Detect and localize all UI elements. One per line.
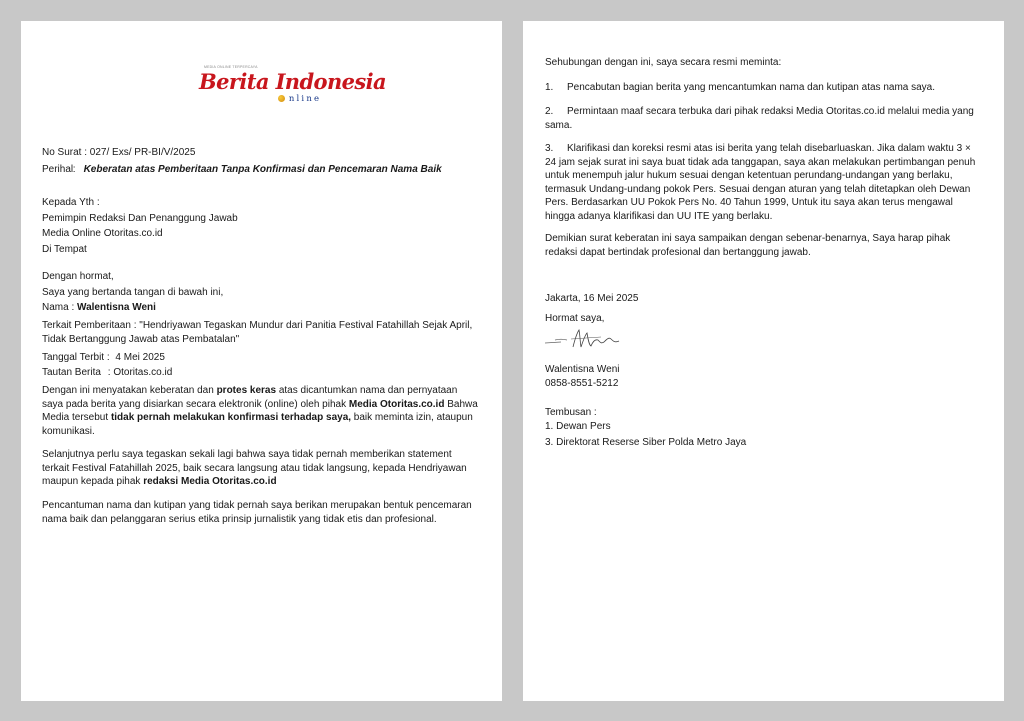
greeting-block <box>42 270 482 315</box>
logo-subtitle: nline <box>288 94 322 104</box>
recipient-line: Di Tempat <box>42 243 87 255</box>
page2-intro: Sehubungan dengan ini, saya secara resmi meminta: <box>545 57 782 68</box>
terkait-block <box>42 319 487 346</box>
no-surat <box>42 146 195 160</box>
signer-block <box>545 363 619 390</box>
closing-paragraph: Demikian surat keberatan ini saya sampaikan dengan sebenar-benarnya, Saya harap pihak redaksi dapat bertindak profesional dan bertanggung jawab. <box>545 233 951 258</box>
nama-line <box>42 301 482 315</box>
cc-label: Tembusan : <box>545 407 597 418</box>
recipient-block <box>42 196 482 256</box>
nama-value: Walentisna Weni <box>77 302 156 313</box>
tanggal-terbit <box>42 351 165 365</box>
request-item: 2. Permintaan maaf secara terbuka dari pihak redaksi Media Otoritas.co.id melalui media yang sama. <box>545 106 974 131</box>
signer-phone: 0858-8551-5212 <box>545 377 619 389</box>
terkait-line: Tidak Bertanggung Jawab atas Pembatalan" <box>42 333 240 345</box>
no-surat-value: : 027/ Exs/ PR-BI/V/2025 <box>84 147 196 158</box>
perihal-colon: : <box>72 164 76 175</box>
perihal <box>42 163 442 177</box>
paragraph-tegaskan: Selanjutnya perlu saya tegaskan sekali lagi bahwa saya tidak pernah memberikan statement terkait Festival Fatahillah 2025, baik secara langsung atau tidak langsung, kepada Hendriyawan maupun kepada pihak redaksi Media Otoritas.co.id <box>42 449 467 487</box>
tanggal-label: Tanggal Terbit : <box>42 352 110 363</box>
perihal-value: Keberatan atas Pemberitaan Tanpa Konfirmasi dan Pencemaran Nama Baik <box>83 164 442 175</box>
regards: Hormat saya, <box>545 313 605 324</box>
tautan-value: : Otoritas.co.id <box>107 367 173 378</box>
logo-tagline: MEDIA ONLINE TERPERCAYA <box>204 65 258 69</box>
letter-page-1 <box>21 21 502 701</box>
perihal-label: Perihal <box>42 164 74 175</box>
signature-image <box>541 325 631 355</box>
place-date: Jakarta, 16 Mei 2025 <box>545 293 639 304</box>
terkait-line: Terkait Pemberitaan : "Hendriyawan Tegaskan Mundur dari Panitia Festival Fatahillah Sejak April, <box>42 320 473 331</box>
request-item: 1. Pencabutan bagian berita yang mencantumkan nama dan kutipan atas nama saya. <box>545 82 936 93</box>
signer-name: Walentisna Weni <box>545 364 620 375</box>
recipient-line: Media Online Otoritas.co.id <box>42 228 163 239</box>
cc-item: 3. Direktorat Reserse Siber Polda Metro Jaya <box>545 436 747 448</box>
berita-indonesia-logo <box>199 65 386 111</box>
no-surat-label: No Surat <box>42 147 82 158</box>
paragraph-keberatan: Dengan ini menyatakan keberatan dan protes keras atas dicantumkan nama dan pernyataan saya pada berita yang disiarkan secara elektronik (online) oleh pihak Media Otoritas.co.id Bahwa Media tersebut tidak pernah melakukan konfirmasi terhadap saya, baik meminta izin, ataupun komunikasi. <box>42 385 478 437</box>
tautan-berita <box>42 366 172 380</box>
logo-title: Berita Indonesia <box>199 69 386 94</box>
cc-list <box>545 420 746 449</box>
letter-page-2 <box>523 21 1004 701</box>
tanggal-value: 4 Mei 2025 <box>115 352 165 363</box>
intro: Saya yang bertanda tangan di bawah ini, <box>42 286 224 298</box>
paragraph-pencemaran: Pencantuman nama dan kutipan yang tidak pernah saya berikan merupakan bentuk pencemaran nama baik dan pelanggaran serius etika prinsip jurnalistik yang tidak etis dan profesional. <box>42 500 472 525</box>
recipient-line: Pemimpin Redaksi Dan Penanggung Jawab <box>42 212 238 224</box>
nama-label: Nama : <box>42 302 78 313</box>
tautan-label: Tautan Berita <box>42 367 101 378</box>
cc-item: 1. Dewan Pers <box>545 421 611 432</box>
recipient-line: Kepada Yth : <box>42 197 100 208</box>
greeting: Dengan hormat, <box>42 271 114 282</box>
request-item: 3. Klarifikasi dan koreksi resmi atas isi berita yang telah disebarluaskan. Jika dalam waktu 3 × 24 jam sejak surat ini saya buat tidak ada tanggapan, saya akan melakukan pertimbangan penuh untuk menempuh jalur hukum sesuai dengan ketentuan perundang-undangan yang berlaku, termasuk Undang-undang pokok Pers. Sesuai dengan aturan yang telah ditetapkan oleh Dewan Pers. Berdasarkan UU Pokok Pers No. 40 Tahun 1999, Untuk itu saya akan terus mengawal hingga adanya klarifikasi dan UU ITE yang berlaku. <box>545 143 976 222</box>
